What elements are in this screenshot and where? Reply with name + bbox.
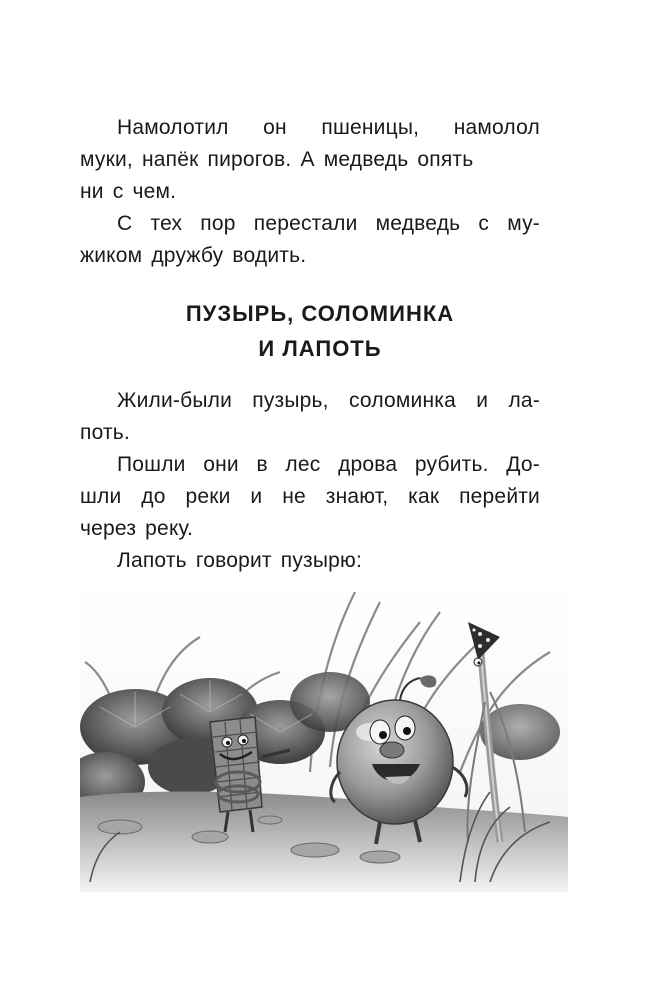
text-line: через реку. <box>80 517 194 540</box>
text-line: муки, напёк пирогов. А медведь опять <box>80 148 474 171</box>
story-title-line-2: И ЛАПОТЬ <box>258 336 382 361</box>
text-line: поть. <box>80 421 130 444</box>
text-line: шли до реки и не знают, как перейти <box>80 485 540 508</box>
story-ending-text <box>80 112 540 272</box>
text-line: Лапоть говорит пузырю: <box>117 549 363 572</box>
text-line: Пошли они в лес дрова рубить. До- <box>117 453 540 476</box>
story-title-line-1: ПУЗЫРЬ, СОЛОМИНКА <box>185 301 455 326</box>
story-text <box>80 385 540 577</box>
story-title <box>80 296 560 366</box>
text-line: Жили-были пузырь, соломинка и ла- <box>117 389 540 412</box>
text-line: ни с чем. <box>80 180 177 203</box>
text-line: Намолотил он пшеницы, намолол <box>117 116 540 139</box>
bubble-straw-bast-shoe-illustration <box>80 582 568 892</box>
text-line: жиком дружбу водить. <box>80 244 307 267</box>
text-line: С тех пор перестали медведь с му- <box>117 212 540 235</box>
